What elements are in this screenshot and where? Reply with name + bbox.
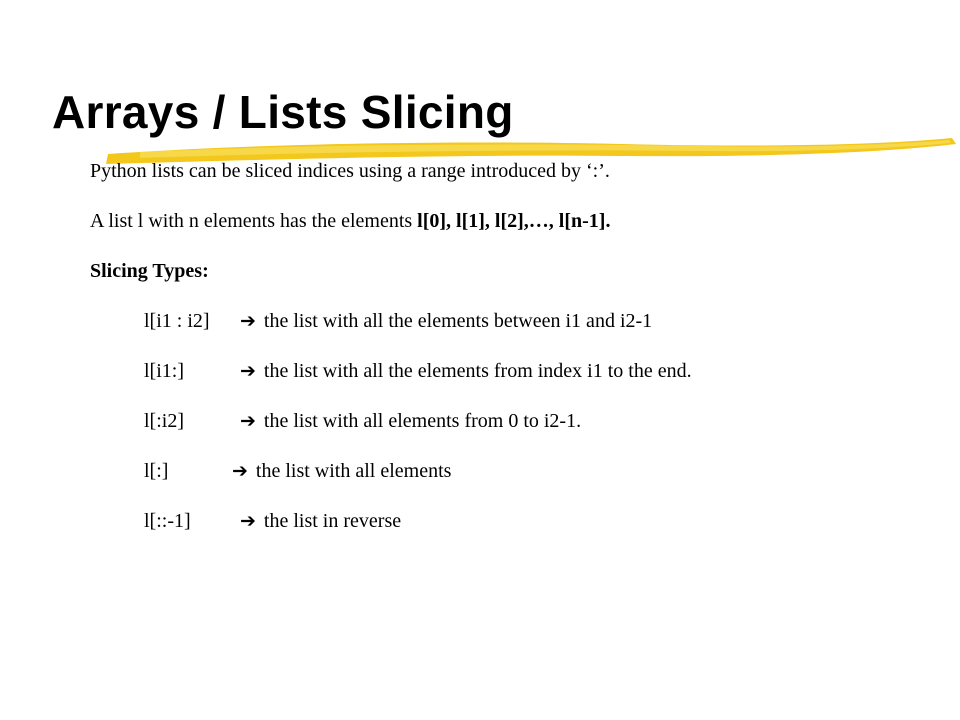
- right-arrow-icon: ➔: [240, 510, 256, 532]
- right-arrow-icon: ➔: [240, 360, 256, 382]
- intro-text: Python lists can be sliced indices using a range introduced by ‘:’.: [90, 160, 610, 182]
- slicing-syntax: l[::-1]: [144, 510, 191, 532]
- slicing-type-item: [144, 308, 652, 334]
- right-arrow-icon: ➔: [232, 460, 248, 482]
- slicing-type-item: [144, 358, 692, 384]
- slicing-syntax: l[i1:]: [144, 360, 184, 382]
- slicing-description: the list with all elements: [255, 460, 452, 482]
- slicing-types-heading: Slicing Types:: [90, 260, 209, 282]
- slicing-description: the list with all elements from 0 to i2-1.: [263, 410, 582, 432]
- slicing-syntax: l[:i2]: [144, 410, 184, 432]
- elements-description: [90, 208, 610, 234]
- slicing-description: the list with all the elements from index i1 to the end.: [263, 360, 692, 382]
- slicing-type-item: [144, 508, 401, 534]
- right-arrow-icon: ➔: [240, 410, 256, 432]
- slide-title: Arrays / Lists Slicing: [52, 86, 514, 138]
- slicing-syntax: l[:]: [144, 460, 169, 482]
- elements-notation: l[0], l[1], l[2],…, l[n-1].: [417, 210, 611, 232]
- elements-prefix: A list l with n elements has the elements: [90, 210, 418, 232]
- slicing-type-item: [144, 408, 581, 434]
- slicing-description: the list in reverse: [263, 510, 402, 532]
- right-arrow-icon: ➔: [240, 310, 256, 332]
- slicing-type-item: [144, 458, 451, 484]
- slicing-syntax: l[i1 : i2]: [144, 310, 210, 332]
- slicing-description: the list with all the elements between i1 and i2-1: [263, 310, 653, 332]
